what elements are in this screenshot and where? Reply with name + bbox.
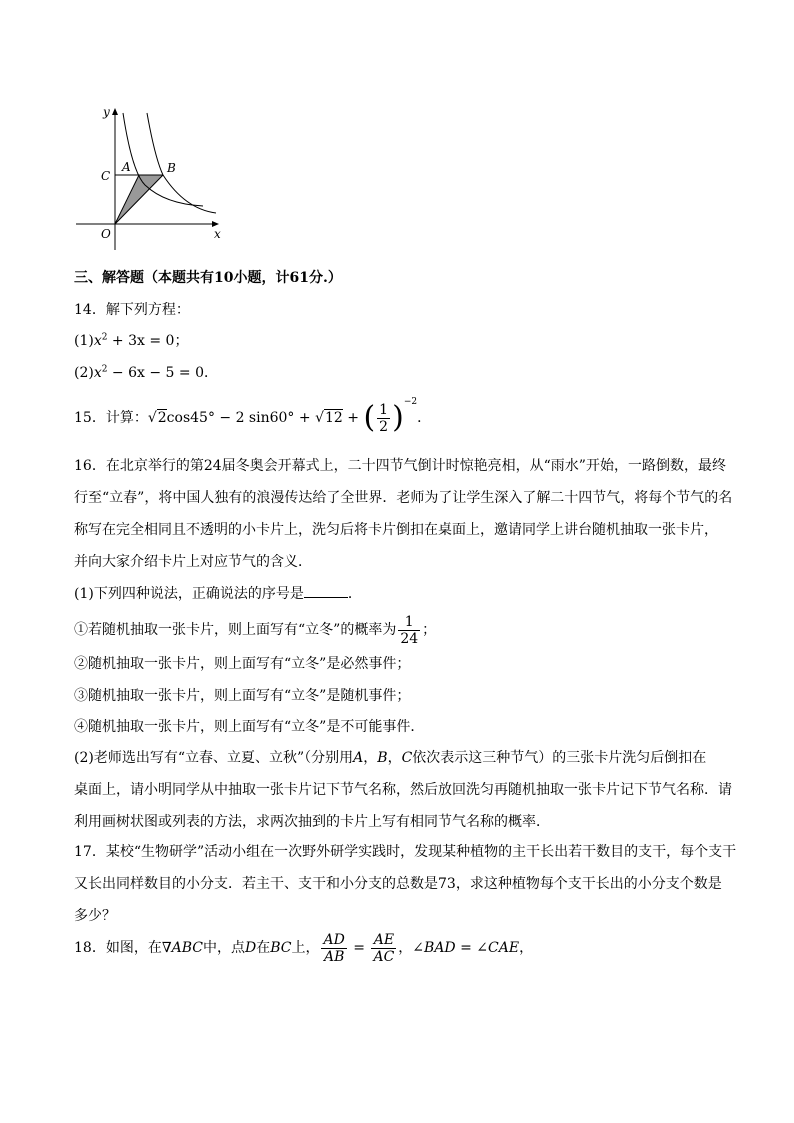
q15: 15．计算：√2cos45° − 2 sin60° + √12 + ( $\frac{1}{2}$ )$^{-2}$． — [74, 397, 432, 435]
q16-part2-line-2: 桌面上，请小明同学从中抽取一张卡片记下节气名称，然后放回洗匀再随机抽取一张卡片记下节气名称．请 — [74, 782, 732, 798]
q16-line-3: 称写在完全相同且不透明的小卡片上，洗匀后将卡片倒扣在桌面上，邀请同学上讲台随机抽取一张卡片， — [74, 522, 718, 538]
point-c-label: C — [101, 169, 111, 183]
q14-part2-var: x — [93, 365, 102, 381]
q16-line-2: 行至“立春”，将中国人独有的浪漫传达给了全世界．老师为了让学生深入了解二十四节气，将每个节气的名 — [74, 490, 733, 506]
y-axis-arrow — [112, 108, 118, 115]
q18: 18．如图，在∇ABC中，点D在BC上， $\frac{AD}{AB}$ = $\frac{AE}{AC}$ ，∠BAD = ∠CAE， — [74, 931, 534, 965]
graph-figure — [0, 0, 794, 270]
section-heading: 三、解答题（本题共有10小题，计61分.） — [74, 270, 342, 286]
q16-option-3: ③随机抽取一张卡片，则上面写有“立冬”是随机事件； — [74, 688, 411, 704]
q14-title: 14．解下列方程： — [74, 302, 190, 318]
q14-part1: $(1)x^2 + 3x = 0$； — [74, 332, 189, 349]
q18-fraction-ae-ac: $\frac{AE}{AC}$ — [373, 931, 395, 965]
point-a-label: A — [122, 160, 131, 174]
answer-blank[interactable] — [304, 583, 348, 598]
q16-option-1-fraction: $\frac{1}{24}$ — [400, 613, 419, 647]
q15-end: ． — [417, 410, 432, 426]
q15-exponent: −2 — [403, 397, 418, 407]
q15-sqrt-2: 2 — [157, 410, 167, 426]
q14-part2-label: (2) — [74, 365, 94, 381]
q15-label: 15．计算： — [74, 410, 148, 426]
origin-label: O — [101, 227, 111, 241]
outer-hyperbola-curve — [147, 113, 216, 213]
q15-sqrt-12: 12 — [324, 410, 343, 426]
q15-trig: cos45° − 2 sin60° + — [166, 410, 316, 426]
q17-line-1: 17．某校“生物研学”活动小组在一次野外研学实践时，发现某种植物的主干长出若干数目的支干，每个支干 — [74, 844, 737, 860]
q16-option-1: ①若随机抽取一张卡片，则上面写有“立冬”的概率为 $\frac{1}{24}$ ； — [74, 613, 437, 647]
point-b-label: B — [167, 161, 176, 175]
q17-line-2: 又长出同样数目的小分支．若主干、支干和小分支的总数是73，求这种植物每个支干长出的小分支个数是 — [74, 876, 722, 892]
q14-part2: $(2)x^2 - 6x - 5 = 0$． — [74, 364, 218, 381]
x-axis-label: x — [214, 227, 221, 241]
q16-part2-line-1: (2)老师选出写有“立春、立夏、立秋”（分别用A，B，C依次表示这三种节气）的三张卡片洗匀后倒扣在 — [74, 750, 707, 766]
q14-part2-rest: − 6x − 5 = 0． — [107, 365, 218, 381]
q16-part1: (1)下列四种说法，正确说法的序号是 ． — [74, 583, 362, 604]
q14-part1-var: x — [93, 333, 102, 349]
q16-part2-line-3: 利用画树状图或列表的方法，求两次抽到的卡片上写有相同节气名称的概率． — [74, 814, 550, 830]
q16-line-1: 16．在北京举行的第24届冬奥会开幕式上，二十四节气倒计时惊艳亮相，从“雨水”开始，一路倒数，最终 — [74, 458, 726, 474]
q14-part1-rest: + 3x = 0； — [107, 333, 189, 349]
q15-plus: + — [342, 410, 364, 426]
q15-fraction: $\frac{1}{2}$ — [379, 401, 389, 435]
q14-part1-label: (1) — [74, 333, 94, 349]
y-axis-label: y — [103, 105, 110, 119]
q18-fraction-ad-ab: $\frac{AD}{AB}$ — [323, 931, 345, 965]
q16-option-4: ④随机抽取一张卡片，则上面写有“立冬”是不可能事件． — [74, 719, 425, 735]
q17-line-3: 多少？ — [74, 908, 116, 924]
q16-line-4: 并向大家介绍卡片上对应节气的含义． — [74, 554, 312, 570]
q16-option-2: ②随机抽取一张卡片，则上面写有“立冬”是必然事件； — [74, 656, 411, 672]
